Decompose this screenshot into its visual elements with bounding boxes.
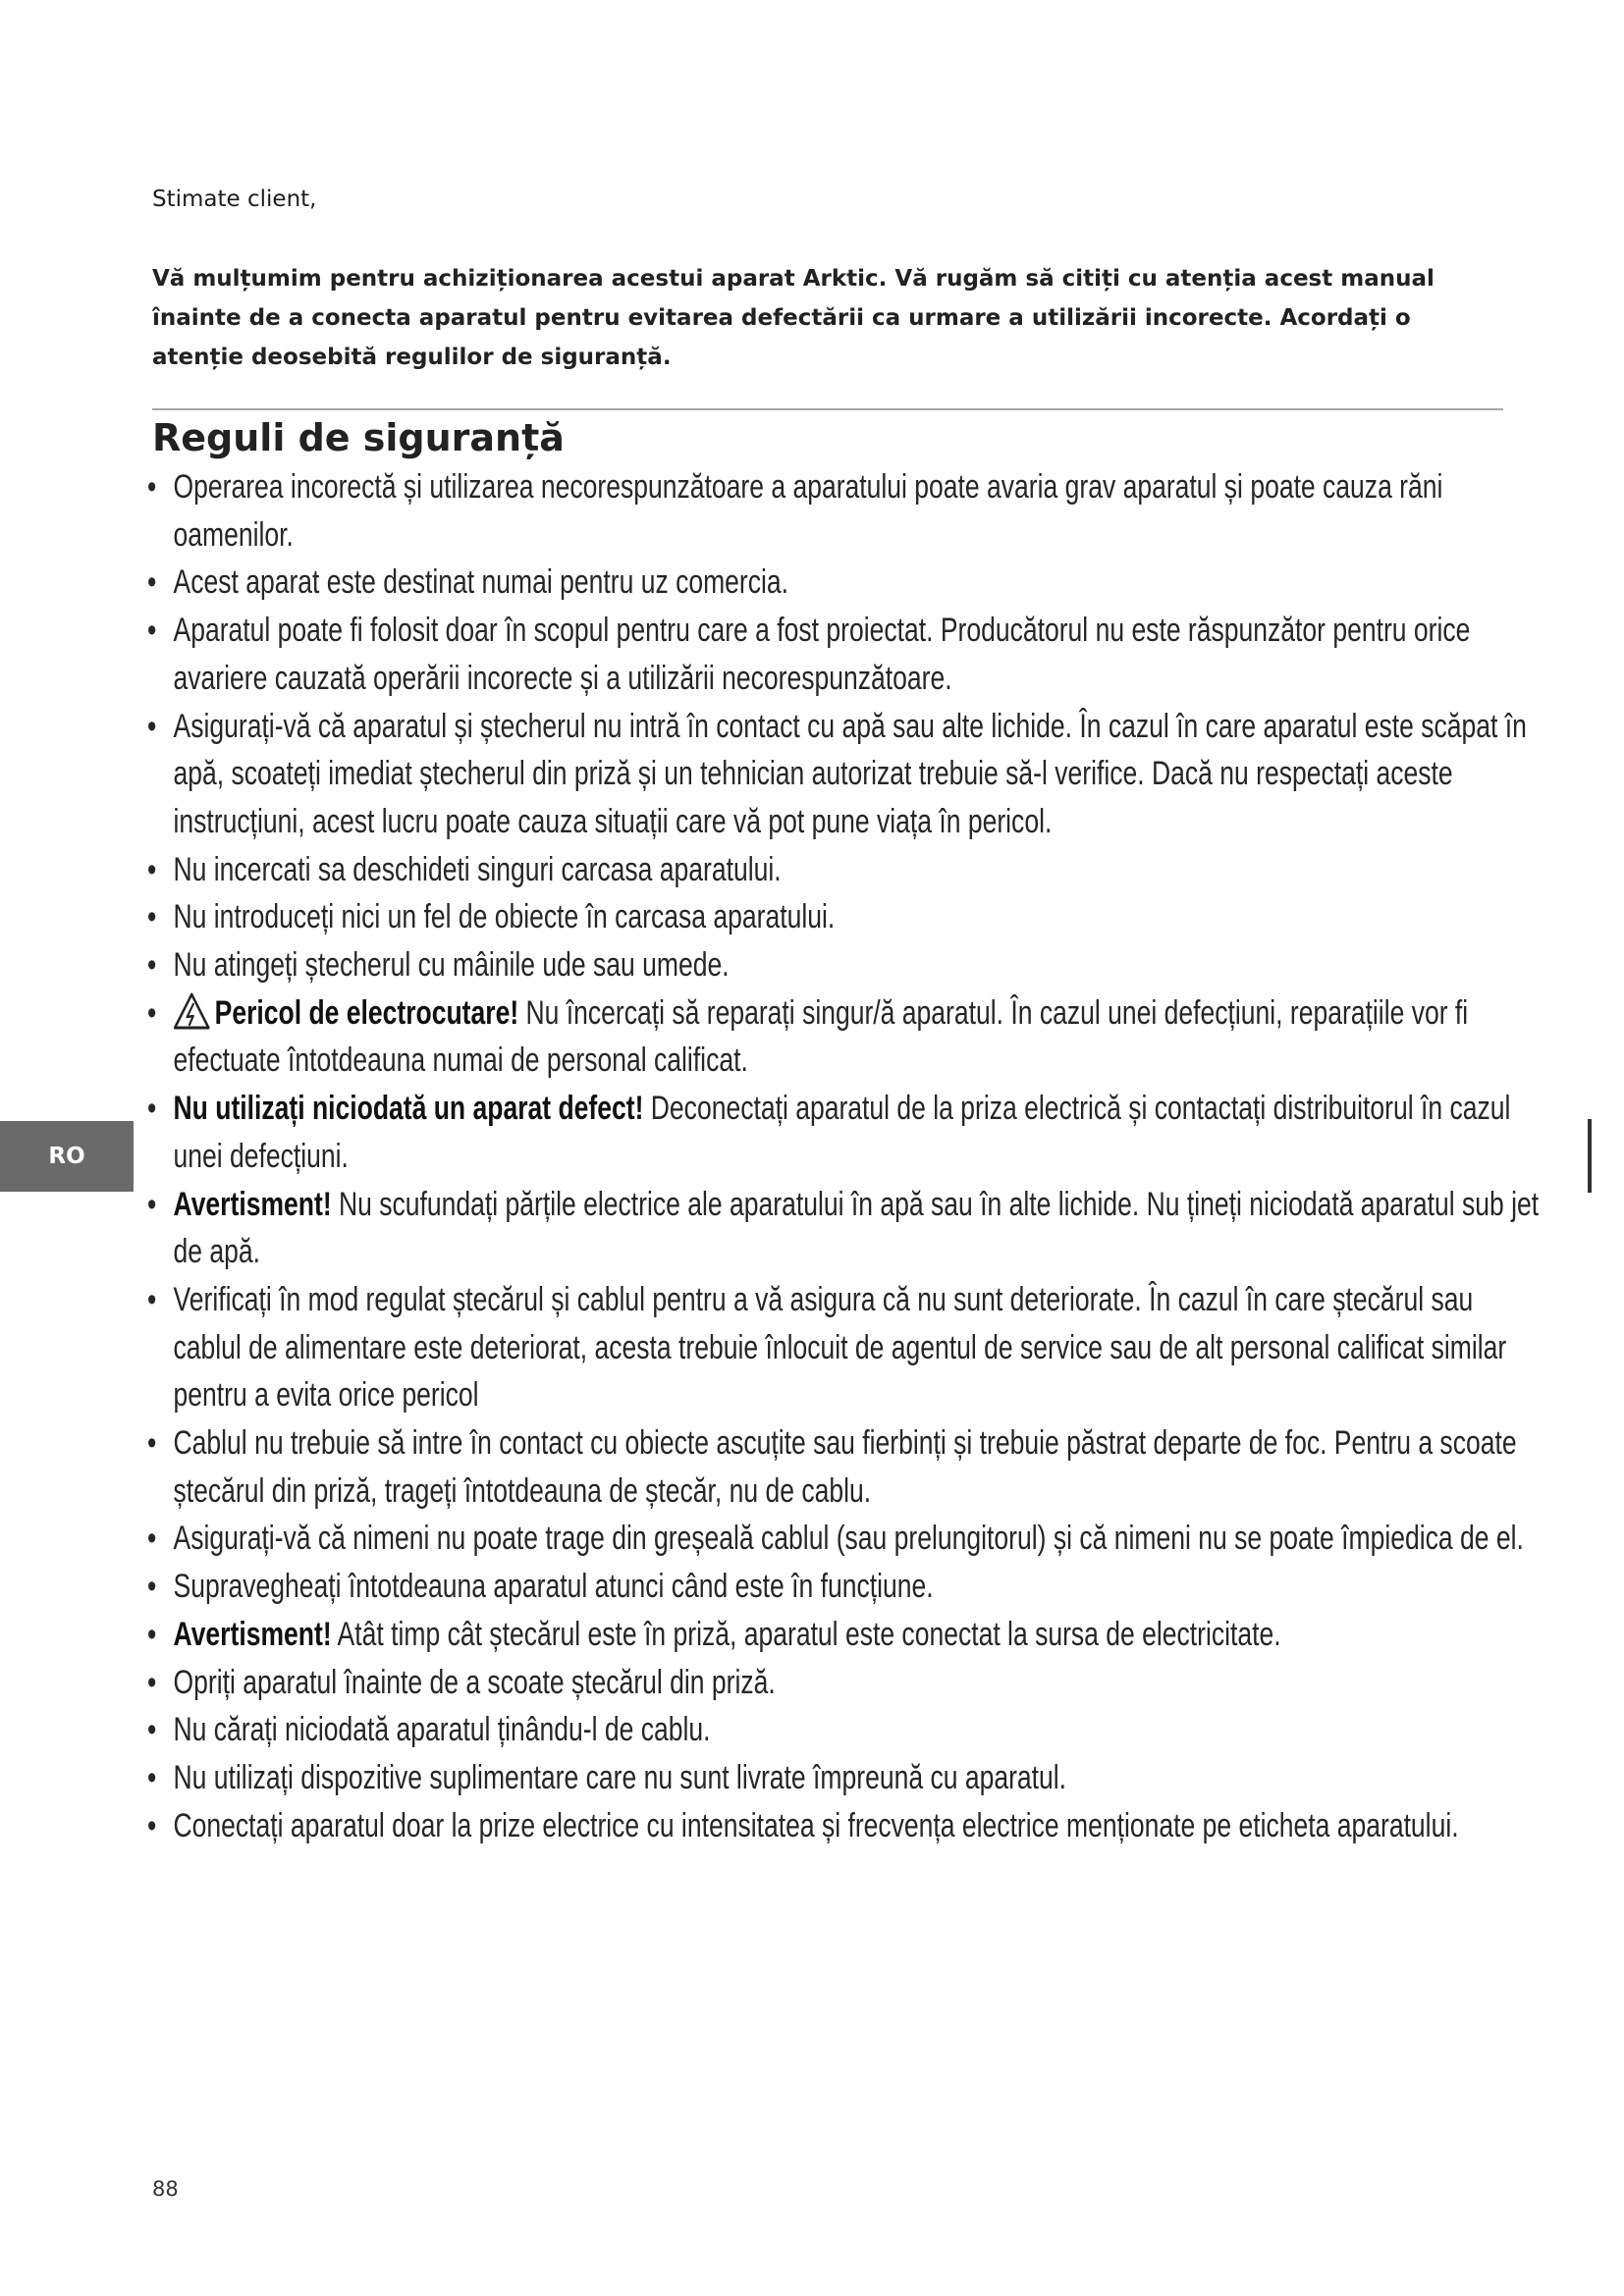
bullet: • (147, 1663, 157, 1701)
bullet: • (147, 1520, 157, 1558)
item-text: Acest aparat este destinat numai pentru uz comercia. (173, 563, 789, 602)
item-text: Asigurați-vă că nimeni nu poate trage din greșeală cablul (sau prelungitorul) și că nimeni nu se poate împiedica de el. (173, 1520, 1524, 1558)
item-text: Nu utilizați dispozitive suplimentare care nu sunt livrate împreună cu aparatul. (173, 1758, 1067, 1796)
item-text: Deconectați aparatul de la priza electrică și contactați distribuitorul în cazul unei defecțiuni. (173, 1090, 1511, 1175)
list-item (147, 1419, 1540, 1515)
list-item (147, 463, 1540, 559)
intro-paragraph: Vă mulțumim pentru achiziționarea acestui aparat Arktic. Vă rugăm să citiți cu atenția acest manual înainte de a conecta aparatul pentru evitarea defectării ca urmare a utilizării incorecte. Acordați o atenție deosebită regulilor de siguranță. (152, 266, 1435, 370)
bullet: • (147, 1185, 157, 1223)
list-item (147, 1659, 1540, 1707)
bullet: • (147, 1568, 157, 1606)
item-text: Atât timp cât ștecărul este în priză, aparatul este conectat la sursa de electricitate. (331, 1615, 1281, 1653)
list-item (147, 941, 1540, 989)
list-item (147, 1085, 1540, 1180)
bullet: • (147, 993, 157, 1032)
list-item (147, 989, 1540, 1085)
item-text: Nu scufundați părțile electrice ale aparatului în apă sau în alte lichide. Nu țineți niciodată aparatul sub jet de apă. (173, 1185, 1540, 1271)
greeting: Stimate client, (152, 187, 317, 212)
item-text: Opriți aparatul înainte de a scoate ștecărul din priză. (173, 1663, 776, 1701)
bullet: • (147, 1424, 157, 1463)
list-item (147, 1181, 1540, 1276)
bullet: • (147, 468, 157, 506)
margin-marker (1588, 1119, 1592, 1193)
bullet: • (147, 612, 157, 650)
list-item (147, 1515, 1540, 1563)
item-strong: Avertisment! (173, 1615, 332, 1653)
item-text: Operarea incorectă și utilizarea necorespunzătoare a aparatului poate avaria grav aparatul și poate cauza răni oamenilor. (173, 468, 1443, 554)
item-text: Conectați aparatul doar la prize electrice cu intensitatea și frecvența electrice menționate pe eticheta aparatului. (173, 1806, 1459, 1844)
item-strong: Avertisment! (173, 1185, 332, 1223)
item-text: Nu atingeți ștecherul cu mâinile ude sau umede. (173, 946, 730, 985)
bullet: • (147, 1615, 157, 1653)
item-text: Nu introduceți nici un fel de obiecte în carcasa aparatului. (173, 898, 836, 936)
list-item (147, 1802, 1540, 1850)
list-item (147, 1276, 1540, 1419)
page-number: 88 (152, 2177, 179, 2201)
list-item (147, 1706, 1540, 1754)
language-tab: RO (0, 1121, 134, 1192)
item-text: Nu încercați să reparați singur/ă aparatul. În cazul unei defecțiuni, reparațiile vor fi efectuate întotdeauna numai de personal calificat. (173, 993, 1469, 1080)
bullet: • (147, 946, 157, 985)
bullet: • (147, 850, 157, 888)
bullet: • (147, 1090, 157, 1128)
section-divider (152, 408, 1503, 410)
list-item (147, 1754, 1540, 1802)
electric-shock-warning-icon (174, 992, 210, 1030)
bullet: • (147, 898, 157, 936)
bullet: • (147, 1711, 157, 1749)
item-text: Aparatul poate fi folosit doar în scopul pentru care a fost proiectat. Producătorul nu este răspunzător pentru orice avariere cauzată operării incorecte și a utilizării necorespunzătoare. (173, 612, 1471, 697)
list-item (147, 846, 1540, 894)
list-item (147, 559, 1540, 607)
item-strong: Pericol de electrocutare! (214, 993, 519, 1032)
item-text: Nu cărați niciodată aparatul ținându-l de cablu. (173, 1711, 711, 1749)
list-item (147, 607, 1540, 702)
list-item (147, 1563, 1540, 1611)
item-text: Supravegheați întotdeauna aparatul atunci când este în funcțiune. (173, 1568, 934, 1606)
item-strong: Nu utilizați niciodată un aparat defect! (173, 1090, 644, 1128)
item-text: Asigurați-vă că aparatul și ștecherul nu intră în contact cu apă sau alte lichide. În cazul în care aparatul este scăpat în apă, scoateți imediat ștecherul din priză și un tehnician autorizat trebuie să-l verifice. Dacă nu respectați aceste instrucțiuni, acest lucru poate cauza situații care vă pot pune viața în pericol. (173, 707, 1527, 840)
list-item (147, 703, 1540, 846)
bullet: • (147, 1806, 157, 1844)
section-title: Reguli de siguranță (152, 416, 565, 459)
bullet: • (147, 1758, 157, 1796)
bullet: • (147, 707, 157, 745)
item-text: Verificați în mod regulat ștecărul și cablul pentru a vă asigura că nu sunt deteriorate. În cazul în care ștecărul sau cablul de alimentare este deteriorat, acesta trebuie înlocuit de agentul de service sau de alt personal calificat similar pentru a evita orice pericol (173, 1280, 1507, 1415)
item-text: Nu incercati sa deschideti singuri carcasa aparatului. (173, 850, 782, 888)
bullet: • (147, 563, 157, 602)
bullet: • (147, 1280, 157, 1318)
item-text: Cablul nu trebuie să intre în contact cu obiecte ascuțite sau fierbinți și trebuie păstrat departe de foc. Pentru a scoate ștecărul din priză, trageți întotdeauna de ștecăr, nu de cablu. (173, 1424, 1517, 1510)
list-item (147, 1611, 1540, 1659)
safety-rules-list (147, 463, 1540, 1849)
list-item (147, 893, 1540, 941)
